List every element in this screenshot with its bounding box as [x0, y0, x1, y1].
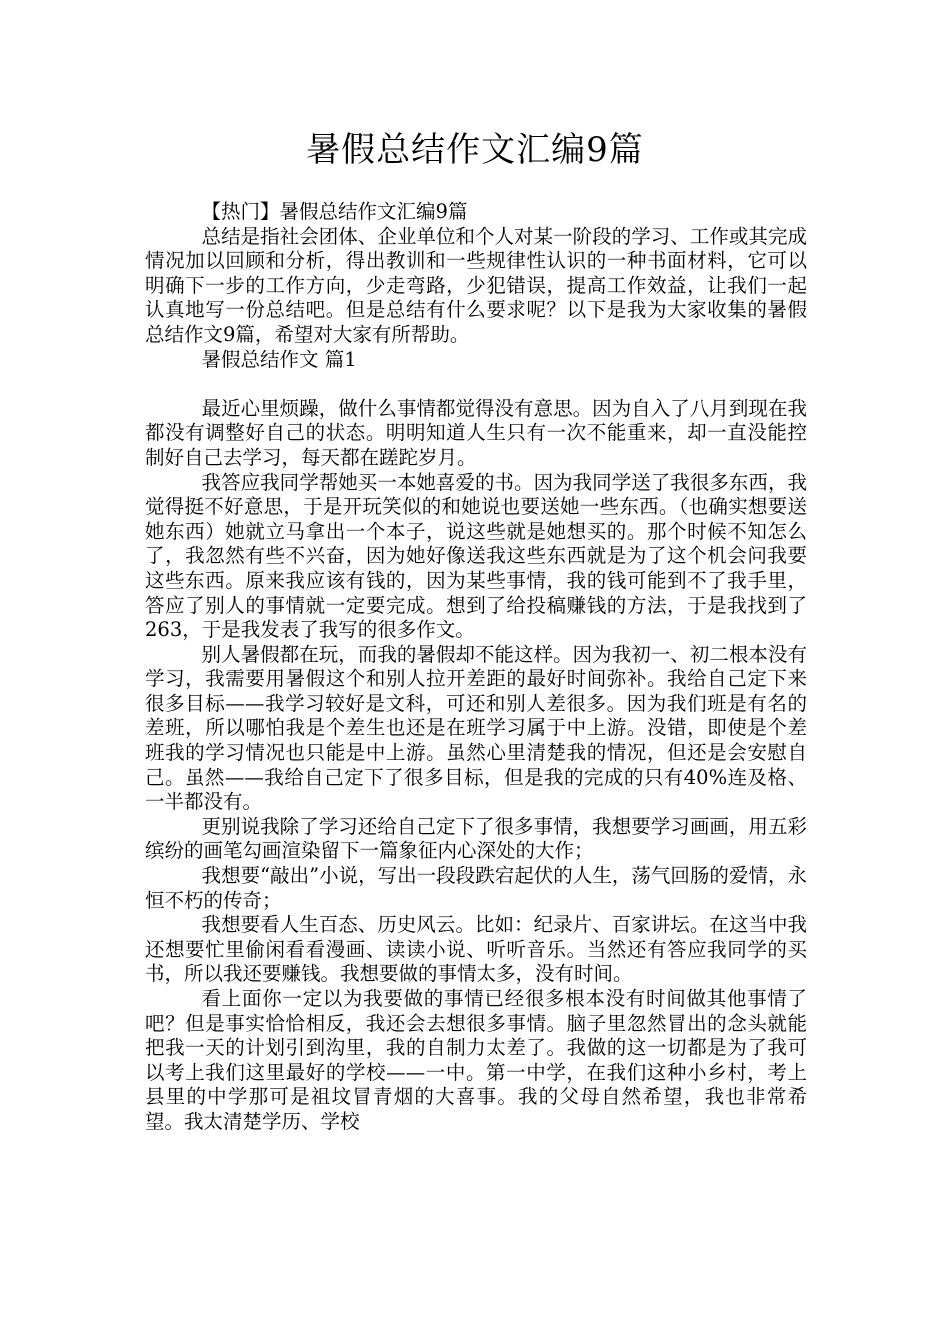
body-paragraph: 我答应我同学帮她买一本她喜爱的书。因为我同学送了我很多东西，我觉得挺不好意思，于是开玩笑似的和她说也要送她一些东西。（也确实想要送她东西）她就立马拿出一个本子，说这些就是她想买的。那个时候不知怎么了，我忽然有些不兴奋，因为她好像送我这些东西就是为了这个机会问我要这些东西。原来我应该有钱的，因为某些事情，我的钱可能到不了我手里，答应了别人的事情就一定要完成。想到了给投稿赚钱的方法，于是我找到了263，于是我发表了我写的很多作文。	[145, 470, 807, 642]
body-paragraph: 我想要看人生百态、历史风云。比如：纪录片、百家讲坛。在这当中我还想要忙里偷闲看看漫画、读读小说、听听音乐。当然还有答应我同学的买书，所以我还要赚钱。我想要做的事情太多，没有时间。	[145, 913, 807, 986]
document-body	[145, 200, 807, 1135]
body-paragraph: 我想要“敲出”小说，写出一段段跌宕起伏的人生，荡气回肠的爱情，永恒不朽的传奇；	[145, 864, 807, 912]
body-paragraph: 更别说我除了学习还给自己定下了很多事情，我想要学习画画，用五彩缤纷的画笔勾画渲染留下一篇象征内心深处的大作；	[145, 814, 807, 863]
section-heading: 暑假总结作文 篇1	[201, 347, 357, 371]
blank-line	[145, 372, 807, 397]
document-title: 暑假总结作文汇编9篇	[306, 130, 644, 170]
intro-heading: 【热门】暑假总结作文汇编9篇	[201, 200, 468, 223]
intro-paragraph: 总结是指社会团体、企业单位和个人对某一阶段的学习、工作或其完成情况加以回顾和分析，得出教训和一些规律性认识的一种书面材料，它可以明确下一步的工作方向，少走弯路，少犯错误，提高工作效益，让我们一起认真地写一份总结吧。但是总结有什么要求呢？以下是我为大家收集的暑假总结作文9篇，希望对大家有所帮助。	[145, 224, 807, 346]
body-paragraph: 最近心里烦躁，做什么事情都觉得没有意思。因为自入了八月到现在我都没有调整好自己的状态。明明知道人生只有一次不能重来，却一直没能控制好自己去学习，每天都在蹉跎岁月。	[145, 396, 807, 469]
body-paragraph: 别人暑假都在玩，而我的暑假却不能这样。因为我初一、初二根本没有学习，我需要用暑假这个和别人拉开差距的最好时间弥补。我给自己定下来很多目标——我学习较好是文科，可还和别人差很多。因为我们班是有名的差班，所以哪怕我是个差生也还是在班学习属于中上游。没错，即使是个差班我的学习情况也只能是中上游。虽然心里清楚我的情况，但还是会安慰自己。虽然——我给自己定下了很多目标，但是我的完成的只有40%连及格、一半都没有。	[145, 642, 807, 814]
body-paragraph: 看上面你一定以为我要做的事情已经很多根本没有时间做其他事情了吧？但是事实恰恰相反，我还会去想很多事情。脑子里忽然冒出的念头就能把我一天的计划引到沟里，我的自制力太差了。我做的这一切都是为了我可以考上我们这里最好的学校——一中。第一中学，在我们这种小乡村，考上县里的中学那可是祖坟冒青烟的大喜事。我的父母自然希望，我也非常希望。我太清楚学历、学校	[145, 987, 807, 1133]
